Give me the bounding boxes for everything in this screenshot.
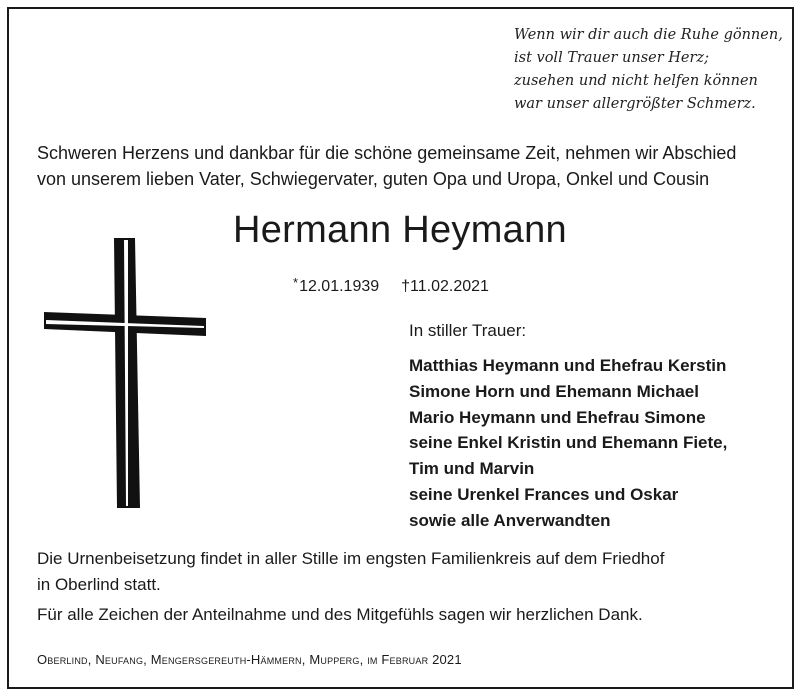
intro-line: Schweren Herzens und dankbar für die schöne gemeinsame Zeit, nehmen wir Abschied [37, 143, 737, 163]
mourner-line: Mario Heymann und Ehefrau Simone [409, 407, 706, 427]
death-cross-icon: † [401, 278, 411, 295]
deceased-name: Hermann Heymann [233, 209, 567, 251]
poem-line: zusehen und nicht helfen können [514, 73, 758, 89]
mourners-list [409, 353, 727, 534]
burial-notice [37, 546, 777, 598]
mourner-line: Simone Horn und Ehemann Michael [409, 381, 699, 401]
burial-line: in Oberlind statt. [37, 575, 161, 594]
thanks-text: Für alle Zeichen der Anteilnahme und des Mitgefühls sagen wir herzlichen Dank. [37, 605, 643, 624]
death-date: 11.02.2021 [410, 278, 489, 295]
birth-star-icon: * [293, 275, 299, 290]
intro-text [37, 140, 777, 192]
burial-line: Die Urnenbeisetzung findet in aller Stille im engsten Familienkreis auf dem Friedhof [37, 549, 665, 568]
intro-line: von unserem lieben Vater, Schwiegervater, guten Opa und Uropa, Onkel und Cousin [37, 169, 710, 189]
mourner-line: seine Enkel Kristin und Ehemann Fiete, [409, 433, 728, 453]
places-date-line: Oberlind, Neufang, Mengersgereuth-Hämmern, Mupperg, im Februar 2021 [37, 652, 462, 667]
mourner-line: sowie alle Anverwandten [409, 510, 611, 530]
mourner-line: seine Urenkel Frances und Oskar [409, 484, 679, 504]
poem [514, 24, 784, 116]
mourner-line: Tim und Marvin [409, 459, 535, 479]
cross-icon [44, 238, 208, 508]
birth-date: 12.01.1939 [299, 278, 380, 295]
life-dates [293, 272, 489, 298]
mourner-line: Matthias Heymann und Ehefrau Kerstin [409, 356, 727, 375]
poem-line: ist voll Trauer unser Herz; [514, 50, 709, 66]
poem-line: Wenn wir dir auch die Ruhe gönnen, [514, 27, 783, 43]
poem-line: war unser allergrößter Schmerz. [514, 96, 756, 112]
mourning-label: In stiller Trauer: [409, 321, 527, 340]
